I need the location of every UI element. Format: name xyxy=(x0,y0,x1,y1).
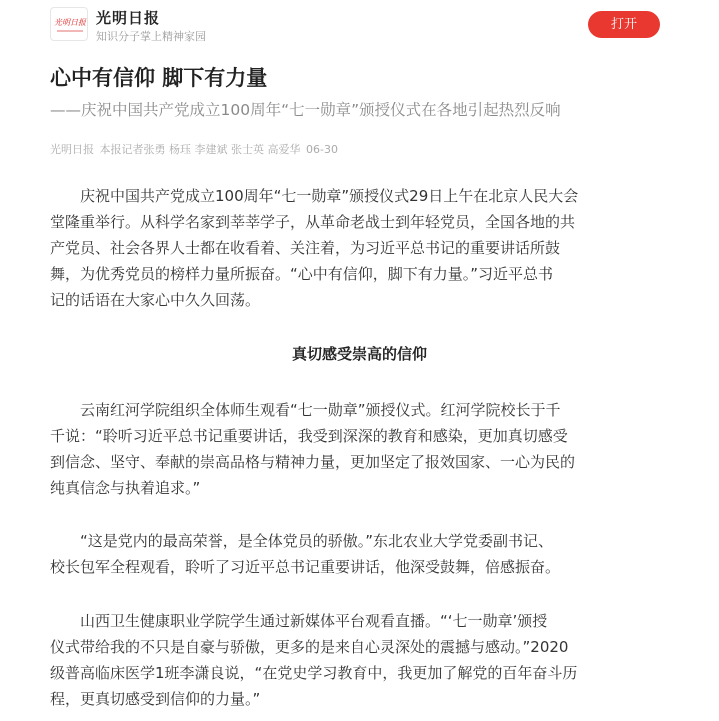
paragraph-line: 舞，为优秀党员的榜样力量所振奋。“心中有信仰，脚下有力量。”习近平总书 xyxy=(50,265,554,283)
brand-slogan: 知识分子掌上精神家园 xyxy=(96,30,206,43)
article-meta xyxy=(50,141,338,157)
paragraph-line: 庆祝中国共产党成立100周年“七一勋章”颁授仪式29日上午在北京人民大会 xyxy=(80,187,579,205)
article-subtitle: ——庆祝中国共产党成立100周年“七一勋章”颁授仪式在各地引起热烈反响 xyxy=(50,101,561,119)
paragraph-line: 纯真信念与执着追求。” xyxy=(50,479,201,497)
article-title: 心中有信仰 脚下有力量 xyxy=(50,66,268,90)
open-app-button[interactable]: 打开 xyxy=(588,11,660,38)
app-header xyxy=(0,0,719,48)
paragraph-line: 云南红河学院组织全体师生观看“七一勋章”颁授仪式。红河学院校长于千 xyxy=(80,401,561,419)
brand-name: 光明日报 xyxy=(96,9,161,27)
logo-icon xyxy=(51,8,88,41)
paragraph-line: 到信念、坚守、奉献的崇高品格与精神力量，更加坚定了报效国家、一心为民的 xyxy=(50,453,576,471)
paragraph-line: 山西卫生健康职业学院学生通过新媒体平台观看直播。“‘七一勋章’颁授 xyxy=(80,612,548,630)
section-heading: 真切感受崇高的信仰 xyxy=(291,345,427,363)
paragraph-line: 校长包军全程观看，聆听了习近平总书记重要讲话，他深受鼓舞，倍感振奋。 xyxy=(50,558,561,576)
logo-text: 光明日报 xyxy=(54,18,86,27)
paragraph-line: 记的话语在大家心中久久回荡。 xyxy=(50,291,261,309)
paragraph-line: 堂隆重举行。从科学名家到莘莘学子，从革命老战士到年轻党员，全国各地的共 xyxy=(50,213,576,231)
paragraph-line: 千说：“聆听习近平总书记重要讲话，我受到深深的教育和感染，更加真切感受 xyxy=(50,427,568,445)
paragraph-line: 产党员、社会各界人士都在收看着、关注着，为习近平总书记的重要讲话所鼓 xyxy=(50,239,561,257)
newspaper-logo[interactable] xyxy=(50,7,88,41)
paragraph-intro xyxy=(50,183,670,313)
article-date: 06-30 xyxy=(306,143,338,156)
paragraph-line: 仪式带给我的不只是自豪与骄傲，更多的是来自心灵深处的震撼与感动。”2020 xyxy=(50,638,569,656)
paragraph-line: 级普高临床医学1班李潇良说，“在党史学习教育中，我更加了解党的百年奋斗历 xyxy=(50,664,578,682)
paragraph-neau xyxy=(50,528,670,580)
paragraph-line: 程，更真切感受到信仰的力量。” xyxy=(50,690,261,708)
paragraph-line: “这是党内的最高荣誉，是全体党员的骄傲。”东北农业大学党委副书记、 xyxy=(80,532,554,550)
paragraph-honghe xyxy=(50,397,670,501)
article-source: 光明日报 xyxy=(50,143,94,156)
article-authors: 本报记者张勇 杨珏 李建斌 张士英 高爱华 xyxy=(99,143,301,156)
paragraph-shanxi xyxy=(50,608,670,712)
